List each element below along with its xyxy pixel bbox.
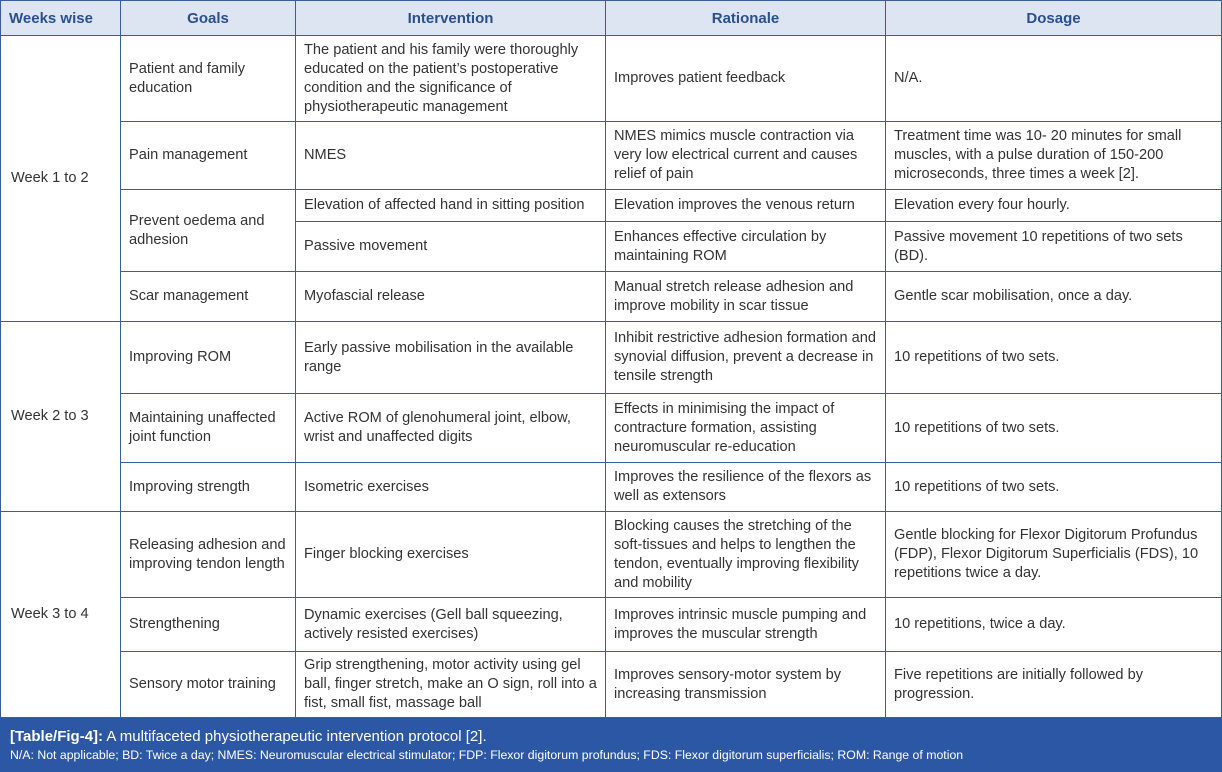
table-row (1, 122, 1222, 190)
goal-cell: Improving ROM (121, 322, 296, 394)
table-row (1, 272, 1222, 322)
header-rationale: Rationale (606, 1, 886, 36)
dosage-cell: Gentle scar mobilisation, once a day. (886, 272, 1222, 322)
intervention-cell: Isometric exercises (296, 463, 606, 512)
goal-cell: Patient and family education (121, 36, 296, 122)
goal-cell: Releasing adhesion and improving tendon length (121, 512, 296, 598)
table-row (1, 322, 1222, 394)
week-cell: Week 2 to 3 (1, 322, 121, 512)
goal-cell: Prevent oedema and adhesion (121, 190, 296, 272)
rationale-cell: Improves the resilience of the flexors as well as extensors (606, 463, 886, 512)
intervention-cell: Early passive mobilisation in the available range (296, 322, 606, 394)
caption-label: [Table/Fig-4]: (10, 728, 104, 745)
table-row (1, 512, 1222, 598)
rationale-cell: Inhibit restrictive adhesion formation and synovial diffusion, prevent a decrease in tensile strength (606, 322, 886, 394)
dosage-cell: Passive movement 10 repetitions of two sets (BD). (886, 222, 1222, 272)
table-row (1, 190, 1222, 222)
dosage-cell: 10 repetitions, twice a day. (886, 598, 1222, 652)
table-caption (0, 718, 1222, 772)
intervention-cell: Passive movement (296, 222, 606, 272)
dosage-cell: Elevation every four hourly. (886, 190, 1222, 222)
rationale-cell: Improves sensory-motor system by increasing transmission (606, 652, 886, 718)
caption-abbreviations: N/A: Not applicable; BD: Twice a day; NMES: Neuromuscular electrical stimulator; FDP: Flexor digitorum profundus; FDS: Flexor digitorum superficialis; ROM: Range of motion (10, 748, 964, 762)
intervention-cell: Myofascial release (296, 272, 606, 322)
week-cell: Week 3 to 4 (1, 512, 121, 718)
week-cell: Week 1 to 2 (1, 36, 121, 322)
intervention-cell: NMES (296, 122, 606, 190)
rationale-cell: Manual stretch release adhesion and improve mobility in scar tissue (606, 272, 886, 322)
table-row (1, 394, 1222, 463)
rationale-cell: Blocking causes the stretching of the soft-tissues and helps to lengthen the tendon, eventually improving flexibility and mobility (606, 512, 886, 598)
rationale-cell: Elevation improves the venous return (606, 190, 886, 222)
table-row (1, 652, 1222, 718)
goal-cell: Sensory motor training (121, 652, 296, 718)
rationale-cell: Improves patient feedback (606, 36, 886, 122)
rationale-cell: Improves intrinsic muscle pumping and improves the muscular strength (606, 598, 886, 652)
intervention-cell: The patient and his family were thoroughly educated on the patient’s postoperative condition and the significance of physiotherapeutic management (296, 36, 606, 122)
dosage-cell: 10 repetitions of two sets. (886, 463, 1222, 512)
caption-title (10, 727, 1212, 746)
table-row (1, 36, 1222, 122)
intervention-cell: Dynamic exercises (Gell ball squeezing, actively resisted exercises) (296, 598, 606, 652)
dosage-cell: N/A. (886, 36, 1222, 122)
goal-cell: Scar management (121, 272, 296, 322)
table-row (1, 463, 1222, 512)
rationale-cell: Enhances effective circulation by maintaining ROM (606, 222, 886, 272)
header-goals: Goals (121, 1, 296, 36)
dosage-cell: 10 repetitions of two sets. (886, 322, 1222, 394)
goal-cell: Maintaining unaffected joint function (121, 394, 296, 463)
goal-cell: Improving strength (121, 463, 296, 512)
dosage-cell: Treatment time was 10- 20 minutes for small muscles, with a pulse duration of 150-200 microseconds, three times a week [2]. (886, 122, 1222, 190)
header-row (1, 1, 1222, 36)
header-weeks: Weeks wise (1, 1, 121, 36)
goal-cell: Strengthening (121, 598, 296, 652)
header-dosage: Dosage (886, 1, 1222, 36)
intervention-cell: Grip strengthening, motor activity using gel ball, finger stretch, make an O sign, roll into a fist, small fist, massage ball (296, 652, 606, 718)
caption-text: A multifaceted physiotherapeutic intervention protocol [2]. (103, 728, 487, 745)
intervention-cell: Finger blocking exercises (296, 512, 606, 598)
goal-cell: Pain management (121, 122, 296, 190)
intervention-cell: Elevation of affected hand in sitting position (296, 190, 606, 222)
dosage-cell: Gentle blocking for Flexor Digitorum Profundus (FDP), Flexor Digitorum Superficialis (FDS), 10 repetitions twice a day. (886, 512, 1222, 598)
rationale-cell: Effects in minimising the impact of contracture formation, assisting neuromuscular re-education (606, 394, 886, 463)
dosage-cell: 10 repetitions of two sets. (886, 394, 1222, 463)
table-row (1, 598, 1222, 652)
dosage-cell: Five repetitions are initially followed by progression. (886, 652, 1222, 718)
intervention-cell: Active ROM of glenohumeral joint, elbow, wrist and unaffected digits (296, 394, 606, 463)
rationale-cell: NMES mimics muscle contraction via very low electrical current and causes relief of pain (606, 122, 886, 190)
header-intervention: Intervention (296, 1, 606, 36)
